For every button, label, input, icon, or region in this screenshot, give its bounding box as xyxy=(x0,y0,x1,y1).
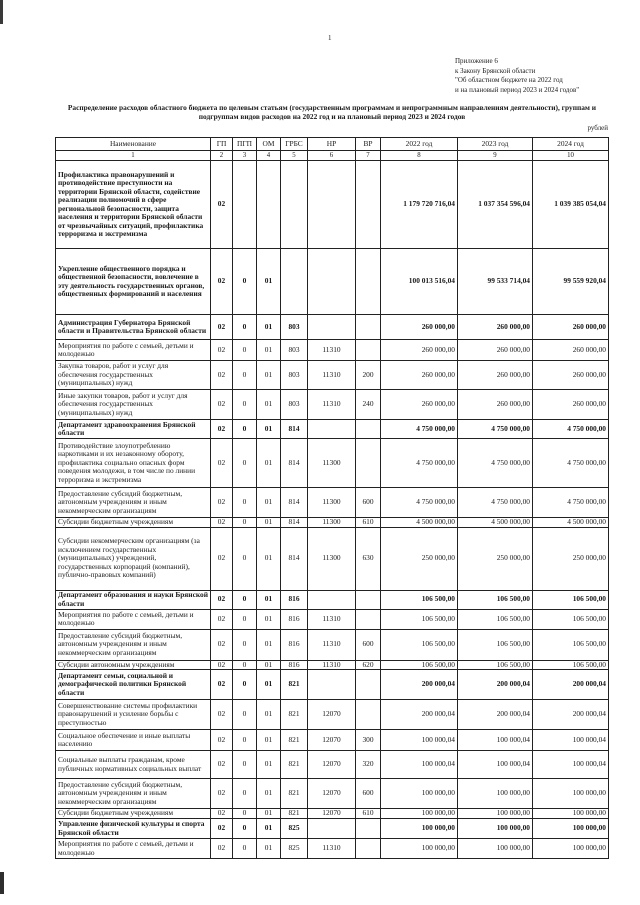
nr-code-cell: 12070 xyxy=(308,779,356,809)
om-code-cell: 01 xyxy=(257,488,281,518)
column-number: 4 xyxy=(257,151,281,161)
gp-code-cell: 02 xyxy=(211,518,233,528)
amount-2022-cell: 200 000,04 xyxy=(381,700,458,730)
row-name-cell: Совершенствование системы профилактики правонарушений и усиление борьбы с преступностью xyxy=(56,700,211,730)
pgp-code-cell: 0 xyxy=(233,518,257,528)
nr-code-cell: 12070 xyxy=(308,809,356,819)
gp-code-cell: 02 xyxy=(211,629,233,660)
table-row xyxy=(56,629,609,660)
amount-2023-cell: 100 000,04 xyxy=(458,751,533,779)
table-row xyxy=(56,527,609,590)
table-row xyxy=(56,590,609,609)
header-2022: 2022 год xyxy=(381,138,458,151)
grbs-code-cell: 816 xyxy=(281,590,308,609)
amount-2024-cell: 200 000,04 xyxy=(533,700,609,730)
row-name-cell: Управление физической культуры и спорта Брянской области xyxy=(56,819,211,839)
vr-code-cell: 320 xyxy=(356,751,381,779)
amount-2024-cell: 4 750 000,00 xyxy=(533,488,609,518)
pgp-code-cell: 0 xyxy=(233,527,257,590)
nr-code-cell: 11310 xyxy=(308,629,356,660)
nr-code-cell xyxy=(308,161,356,249)
table-row xyxy=(56,670,609,700)
om-code-cell: 01 xyxy=(257,730,281,751)
amount-2024-cell: 200 000,04 xyxy=(533,670,609,700)
vr-code-cell: 600 xyxy=(356,779,381,809)
grbs-code-cell: 821 xyxy=(281,809,308,819)
amount-2024-cell: 99 559 920,04 xyxy=(533,249,609,315)
row-name-cell: Закупка товаров, работ и услуг для обеспечения государственных (муниципальных) нужд xyxy=(56,361,211,390)
amount-2022-cell: 200 000,04 xyxy=(381,670,458,700)
column-number: 7 xyxy=(356,151,381,161)
pgp-code-cell: 0 xyxy=(233,420,257,439)
amount-2022-cell: 106 500,00 xyxy=(381,590,458,609)
gp-code-cell: 02 xyxy=(211,315,233,340)
gp-code-cell: 02 xyxy=(211,700,233,730)
amount-2024-cell: 106 500,00 xyxy=(533,660,609,670)
amount-2024-cell: 100 000,00 xyxy=(533,819,609,839)
gp-code-cell: 02 xyxy=(211,660,233,670)
row-name-cell: Субсидии бюджетным учреждениям xyxy=(56,809,211,819)
column-number: 8 xyxy=(381,151,458,161)
nr-code-cell xyxy=(308,819,356,839)
gp-code-cell: 02 xyxy=(211,390,233,420)
units-label: рублей xyxy=(587,124,608,132)
vr-code-cell xyxy=(356,839,381,859)
amount-2024-cell: 260 000,00 xyxy=(533,315,609,340)
grbs-code-cell: 821 xyxy=(281,779,308,809)
header-nr: НР xyxy=(308,138,356,151)
vr-code-cell xyxy=(356,420,381,439)
amount-2022-cell: 100 000,00 xyxy=(381,819,458,839)
column-number: 10 xyxy=(533,151,609,161)
nr-code-cell: 11300 xyxy=(308,527,356,590)
amount-2023-cell: 4 500 000,00 xyxy=(458,518,533,528)
appendix-line: Приложение 6 xyxy=(455,57,498,65)
row-name-cell: Иные закупки товаров, работ и услуг для обеспечения государственных (муниципальных) нужд xyxy=(56,390,211,420)
nr-code-cell: 11300 xyxy=(308,439,356,488)
pgp-code-cell: 0 xyxy=(233,315,257,340)
om-code-cell: 01 xyxy=(257,315,281,340)
amount-2022-cell: 106 500,00 xyxy=(381,629,458,660)
table-row xyxy=(56,609,609,629)
om-code-cell: 01 xyxy=(257,518,281,528)
amount-2022-cell: 100 000,04 xyxy=(381,730,458,751)
header-vr: ВР xyxy=(356,138,381,151)
gp-code-cell: 02 xyxy=(211,779,233,809)
vr-code-cell: 300 xyxy=(356,730,381,751)
grbs-code-cell xyxy=(281,161,308,249)
amount-2022-cell: 260 000,00 xyxy=(381,361,458,390)
amount-2023-cell: 250 000,00 xyxy=(458,527,533,590)
amount-2023-cell: 4 750 000,00 xyxy=(458,439,533,488)
gp-code-cell: 02 xyxy=(211,670,233,700)
grbs-code-cell: 814 xyxy=(281,518,308,528)
row-name-cell: Субсидии автономным учреждениям xyxy=(56,660,211,670)
pgp-code-cell: 0 xyxy=(233,660,257,670)
row-name-cell: Социальные выплаты гражданам, кроме публичных нормативных социальных выплат xyxy=(56,751,211,779)
row-name-cell: Субсидии бюджетным учреждениям xyxy=(56,518,211,528)
grbs-code-cell: 814 xyxy=(281,420,308,439)
appendix-line: и на плановый период 2023 и 2024 годов" xyxy=(455,85,580,94)
vr-code-cell: 600 xyxy=(356,488,381,518)
page-number: 1 xyxy=(328,34,332,42)
column-number-row xyxy=(56,151,609,161)
amount-2022-cell: 4 500 000,00 xyxy=(381,518,458,528)
gp-code-cell: 02 xyxy=(211,439,233,488)
amount-2024-cell: 100 000,00 xyxy=(533,779,609,809)
row-name-cell: Профилактика правонарушений и противодействие преступности на территории Брянской области, содействие реализации полномочий в сфере региональной безопасности, защита населения и территории Брянской области от чрезвычайных ситуаций, профилактика терроризма и экстремизма xyxy=(56,161,211,249)
table-row xyxy=(56,249,609,315)
gp-code-cell: 02 xyxy=(211,527,233,590)
table-row xyxy=(56,730,609,751)
amount-2023-cell: 1 037 354 596,04 xyxy=(458,161,533,249)
amount-2022-cell: 260 000,00 xyxy=(381,390,458,420)
amount-2023-cell: 4 750 000,00 xyxy=(458,420,533,439)
gp-code-cell: 02 xyxy=(211,488,233,518)
header-2024: 2024 год xyxy=(533,138,609,151)
grbs-code-cell: 803 xyxy=(281,315,308,340)
om-code-cell: 01 xyxy=(257,340,281,361)
vr-code-cell: 610 xyxy=(356,809,381,819)
table-row xyxy=(56,819,609,839)
header-grbs: ГРБС xyxy=(281,138,308,151)
vr-code-cell xyxy=(356,340,381,361)
amount-2023-cell: 100 000,00 xyxy=(458,779,533,809)
amount-2024-cell: 100 000,04 xyxy=(533,730,609,751)
table-row xyxy=(56,660,609,670)
amount-2023-cell: 106 500,00 xyxy=(458,629,533,660)
row-name-cell: Департамент образования и науки Брянской области xyxy=(56,590,211,609)
amount-2023-cell: 106 500,00 xyxy=(458,590,533,609)
appendix-line: к Закону Брянской области xyxy=(455,66,536,75)
om-code-cell: 01 xyxy=(257,629,281,660)
grbs-code-cell: 821 xyxy=(281,730,308,751)
table-row xyxy=(56,315,609,340)
amount-2022-cell: 100 000,00 xyxy=(381,779,458,809)
gp-code-cell: 02 xyxy=(211,819,233,839)
grbs-code-cell: 825 xyxy=(281,839,308,859)
table-row xyxy=(56,779,609,809)
amount-2022-cell: 260 000,00 xyxy=(381,315,458,340)
amount-2024-cell: 100 000,00 xyxy=(533,809,609,819)
pgp-code-cell: 0 xyxy=(233,670,257,700)
nr-code-cell: 11310 xyxy=(308,390,356,420)
row-name-cell: Мероприятия по работе с семьей, детьми и молодежью xyxy=(56,839,211,859)
amount-2023-cell: 260 000,00 xyxy=(458,361,533,390)
amount-2024-cell: 106 500,00 xyxy=(533,590,609,609)
nr-code-cell: 12070 xyxy=(308,700,356,730)
vr-code-cell: 600 xyxy=(356,629,381,660)
row-name-cell: Укрепление общественного порядка и общественной безопасности, вовлечение в эту деятельность государственных органов, общественных формирований и населения xyxy=(56,249,211,315)
gp-code-cell: 02 xyxy=(211,590,233,609)
row-name-cell: Предоставление субсидий бюджетным, автономным учреждениям и иным некоммерческим организациям xyxy=(56,779,211,809)
row-name-cell: Предоставление субсидий бюджетным, автономным учреждениям и иным некоммерческим организациям xyxy=(56,629,211,660)
nr-code-cell xyxy=(308,315,356,340)
vr-code-cell: 620 xyxy=(356,660,381,670)
amount-2023-cell: 260 000,00 xyxy=(458,390,533,420)
row-name-cell: Администрация Губернатора Брянской области и Правительства Брянской области xyxy=(56,315,211,340)
grbs-code-cell: 821 xyxy=(281,751,308,779)
amount-2022-cell: 4 750 000,00 xyxy=(381,488,458,518)
gp-code-cell: 02 xyxy=(211,609,233,629)
gp-code-cell: 02 xyxy=(211,361,233,390)
gp-code-cell: 02 xyxy=(211,420,233,439)
pgp-code-cell: 0 xyxy=(233,779,257,809)
grbs-code-cell: 816 xyxy=(281,609,308,629)
amount-2023-cell: 200 000,04 xyxy=(458,670,533,700)
gp-code-cell: 02 xyxy=(211,340,233,361)
amount-2024-cell: 260 000,00 xyxy=(533,361,609,390)
header-name: Наименование xyxy=(56,138,211,151)
vr-code-cell xyxy=(356,609,381,629)
budget-table xyxy=(55,137,609,859)
gp-code-cell: 02 xyxy=(211,161,233,249)
appendix-line: "Об областном бюджете на 2022 год xyxy=(455,76,563,84)
pgp-code-cell: 0 xyxy=(233,361,257,390)
vr-code-cell: 200 xyxy=(356,361,381,390)
amount-2024-cell: 260 000,00 xyxy=(533,390,609,420)
gp-code-cell: 02 xyxy=(211,249,233,315)
pgp-code-cell: 0 xyxy=(233,340,257,361)
amount-2023-cell: 260 000,00 xyxy=(458,315,533,340)
table-row xyxy=(56,420,609,439)
document-title: Распределение расходов областного бюджета по целевым статьям (государственным программам и непрограммным направлениям деятельности), группам и подгруппам видов расходов на 2022 год и на плановый период 2023 и 2024 годов xyxy=(67,103,597,121)
om-code-cell: 01 xyxy=(257,839,281,859)
nr-code-cell xyxy=(308,590,356,609)
amount-2023-cell: 100 000,04 xyxy=(458,730,533,751)
vr-code-cell xyxy=(356,590,381,609)
row-name-cell: Департамент здравоохранения Брянской области xyxy=(56,420,211,439)
nr-code-cell: 11300 xyxy=(308,518,356,528)
vr-code-cell: 240 xyxy=(356,390,381,420)
row-name-cell: Мероприятия по работе с семьей, детьми и молодежью xyxy=(56,609,211,629)
om-code-cell: 01 xyxy=(257,660,281,670)
amount-2022-cell: 100 013 516,04 xyxy=(381,249,458,315)
grbs-code-cell: 803 xyxy=(281,390,308,420)
amount-2023-cell: 100 000,00 xyxy=(458,809,533,819)
gp-code-cell: 02 xyxy=(211,751,233,779)
amount-2023-cell: 260 000,00 xyxy=(458,340,533,361)
grbs-code-cell: 821 xyxy=(281,700,308,730)
vr-code-cell xyxy=(356,700,381,730)
amount-2024-cell: 260 000,00 xyxy=(533,340,609,361)
table-header-row xyxy=(56,138,609,151)
grbs-code-cell: 821 xyxy=(281,670,308,700)
row-name-cell: Мероприятия по работе с семьей, детьми и молодежью xyxy=(56,340,211,361)
om-code-cell: 01 xyxy=(257,420,281,439)
column-number: 3 xyxy=(233,151,257,161)
vr-code-cell xyxy=(356,819,381,839)
pgp-code-cell: 0 xyxy=(233,730,257,751)
om-code-cell: 01 xyxy=(257,390,281,420)
gp-code-cell: 02 xyxy=(211,730,233,751)
pgp-code-cell: 0 xyxy=(233,809,257,819)
amount-2023-cell: 100 000,00 xyxy=(458,819,533,839)
amount-2022-cell: 250 000,00 xyxy=(381,527,458,590)
amount-2023-cell: 106 500,00 xyxy=(458,609,533,629)
amount-2024-cell: 4 750 000,00 xyxy=(533,420,609,439)
scan-edge-mark xyxy=(0,0,3,24)
amount-2022-cell: 100 000,00 xyxy=(381,839,458,859)
om-code-cell: 01 xyxy=(257,809,281,819)
grbs-code-cell: 816 xyxy=(281,629,308,660)
column-number: 6 xyxy=(308,151,356,161)
gp-code-cell: 02 xyxy=(211,839,233,859)
om-code-cell: 01 xyxy=(257,751,281,779)
grbs-code-cell: 803 xyxy=(281,340,308,361)
pgp-code-cell: 0 xyxy=(233,751,257,779)
amount-2023-cell: 100 000,00 xyxy=(458,839,533,859)
amount-2023-cell: 99 533 714,04 xyxy=(458,249,533,315)
vr-code-cell xyxy=(356,315,381,340)
pgp-code-cell: 0 xyxy=(233,629,257,660)
nr-code-cell: 12070 xyxy=(308,730,356,751)
nr-code-cell: 11310 xyxy=(308,609,356,629)
gp-code-cell: 02 xyxy=(211,809,233,819)
table-row xyxy=(56,700,609,730)
pgp-code-cell: 0 xyxy=(233,249,257,315)
header-om: ОМ xyxy=(257,138,281,151)
header-2023: 2023 год xyxy=(458,138,533,151)
nr-code-cell xyxy=(308,420,356,439)
vr-code-cell xyxy=(356,161,381,249)
nr-code-cell: 11310 xyxy=(308,839,356,859)
amount-2024-cell: 250 000,00 xyxy=(533,527,609,590)
column-number: 2 xyxy=(211,151,233,161)
table-row xyxy=(56,390,609,420)
pgp-code-cell: 0 xyxy=(233,590,257,609)
grbs-code-cell: 814 xyxy=(281,439,308,488)
amount-2022-cell: 4 750 000,00 xyxy=(381,420,458,439)
amount-2024-cell: 1 039 385 054,04 xyxy=(533,161,609,249)
column-number: 5 xyxy=(281,151,308,161)
vr-code-cell: 630 xyxy=(356,527,381,590)
table-row xyxy=(56,161,609,249)
om-code-cell: 01 xyxy=(257,700,281,730)
table-row xyxy=(56,518,609,528)
amount-2023-cell: 106 500,00 xyxy=(458,660,533,670)
amount-2022-cell: 1 179 720 716,04 xyxy=(381,161,458,249)
vr-code-cell: 610 xyxy=(356,518,381,528)
appendix-note xyxy=(455,57,579,95)
row-name-cell: Противодействие злоупотреблению наркотиками и их незаконному обороту, профилактика социально опасных форм поведения молодежи, в том числе по линии терроризма и экстремизма xyxy=(56,439,211,488)
amount-2024-cell: 4 750 000,00 xyxy=(533,439,609,488)
table-row xyxy=(56,340,609,361)
pgp-code-cell: 0 xyxy=(233,390,257,420)
vr-code-cell xyxy=(356,670,381,700)
table-body xyxy=(56,161,609,859)
amount-2022-cell: 100 000,04 xyxy=(381,751,458,779)
table-row xyxy=(56,839,609,859)
pgp-code-cell: 0 xyxy=(233,839,257,859)
nr-code-cell: 11310 xyxy=(308,660,356,670)
amount-2023-cell: 4 750 000,00 xyxy=(458,488,533,518)
nr-code-cell: 11300 xyxy=(308,488,356,518)
nr-code-cell: 11310 xyxy=(308,340,356,361)
pgp-code-cell: 0 xyxy=(233,609,257,629)
vr-code-cell xyxy=(356,439,381,488)
pgp-code-cell: 0 xyxy=(233,439,257,488)
table-row xyxy=(56,439,609,488)
amount-2022-cell: 106 500,00 xyxy=(381,609,458,629)
scan-edge-mark xyxy=(0,872,4,894)
row-name-cell: Предоставление субсидий бюджетным, автономным учреждениям и иным некоммерческим организациям xyxy=(56,488,211,518)
amount-2024-cell: 100 000,00 xyxy=(533,839,609,859)
amount-2024-cell: 4 500 000,00 xyxy=(533,518,609,528)
om-code-cell: 01 xyxy=(257,819,281,839)
header-gp: ГП xyxy=(211,138,233,151)
amount-2024-cell: 106 500,00 xyxy=(533,609,609,629)
table-row xyxy=(56,361,609,390)
table-row xyxy=(56,488,609,518)
amount-2022-cell: 260 000,00 xyxy=(381,340,458,361)
table-row xyxy=(56,751,609,779)
pgp-code-cell xyxy=(233,161,257,249)
om-code-cell: 01 xyxy=(257,609,281,629)
grbs-code-cell: 816 xyxy=(281,660,308,670)
om-code-cell: 01 xyxy=(257,361,281,390)
row-name-cell: Департамент семьи, социальной и демографической политики Брянской области xyxy=(56,670,211,700)
pgp-code-cell: 0 xyxy=(233,819,257,839)
om-code-cell: 01 xyxy=(257,670,281,700)
amount-2022-cell: 100 000,00 xyxy=(381,809,458,819)
grbs-code-cell: 803 xyxy=(281,361,308,390)
nr-code-cell: 11310 xyxy=(308,361,356,390)
row-name-cell: Социальное обеспечение и иные выплаты населению xyxy=(56,730,211,751)
pgp-code-cell: 0 xyxy=(233,700,257,730)
column-number: 9 xyxy=(458,151,533,161)
om-code-cell: 01 xyxy=(257,439,281,488)
om-code-cell: 01 xyxy=(257,590,281,609)
nr-code-cell xyxy=(308,670,356,700)
row-name-cell: Субсидии некоммерческим организациям (за исключением государственных (муниципальных) учреждений, государственных корпораций (компаний), публично-правовых компаний) xyxy=(56,527,211,590)
nr-code-cell: 12070 xyxy=(308,751,356,779)
amount-2022-cell: 106 500,00 xyxy=(381,660,458,670)
om-code-cell: 01 xyxy=(257,779,281,809)
table-row xyxy=(56,809,609,819)
grbs-code-cell: 825 xyxy=(281,819,308,839)
amount-2024-cell: 100 000,04 xyxy=(533,751,609,779)
vr-code-cell xyxy=(356,249,381,315)
pgp-code-cell: 0 xyxy=(233,488,257,518)
nr-code-cell xyxy=(308,249,356,315)
grbs-code-cell xyxy=(281,249,308,315)
om-code-cell: 01 xyxy=(257,527,281,590)
om-code-cell xyxy=(257,161,281,249)
amount-2023-cell: 200 000,04 xyxy=(458,700,533,730)
grbs-code-cell: 814 xyxy=(281,527,308,590)
om-code-cell: 01 xyxy=(257,249,281,315)
amount-2022-cell: 4 750 000,00 xyxy=(381,439,458,488)
grbs-code-cell: 814 xyxy=(281,488,308,518)
amount-2024-cell: 106 500,00 xyxy=(533,629,609,660)
header-pgp: ПГП xyxy=(233,138,257,151)
column-number: 1 xyxy=(56,151,211,161)
